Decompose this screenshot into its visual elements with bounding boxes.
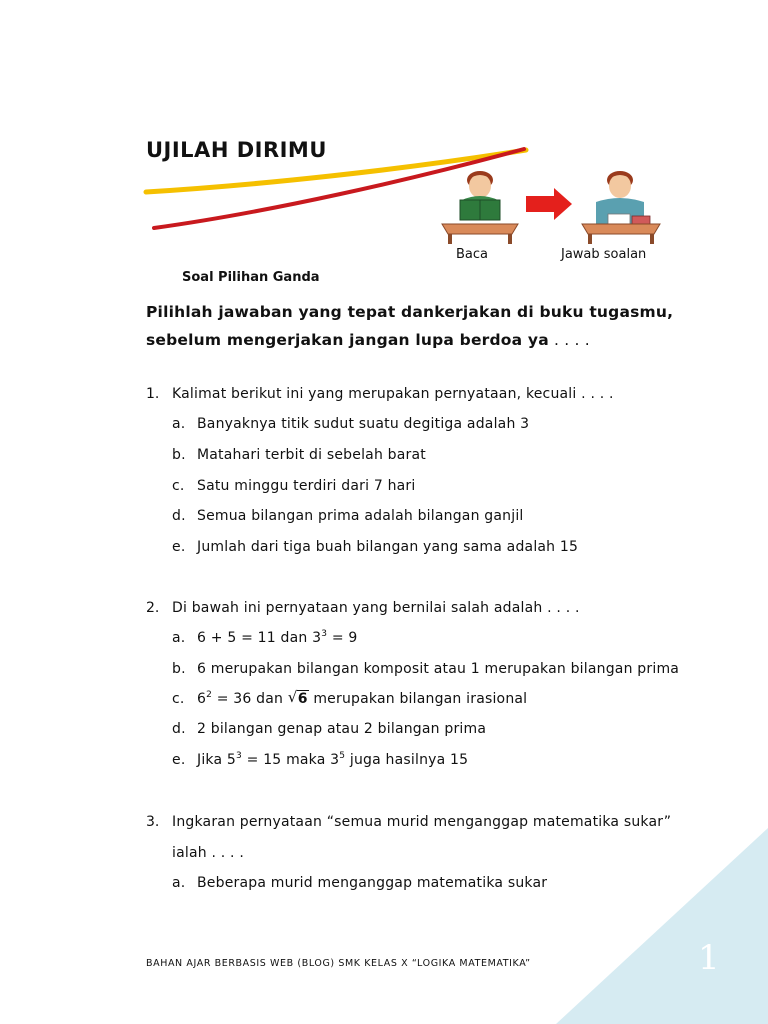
- question-2-option-a: [172, 630, 358, 646]
- radical-icon: √: [287, 688, 298, 706]
- option-label: c.: [172, 478, 185, 494]
- question-1-option-b: [172, 447, 426, 463]
- question-3-text-continued: ialah . . . .: [172, 845, 245, 861]
- option-text: Matahari terbit di sebelah barat: [197, 447, 426, 463]
- question-3-option-a: [172, 875, 547, 891]
- option-text: 2 bilangan genap atau 2 bilangan prima: [197, 721, 487, 737]
- arrow-right-icon: [524, 186, 574, 222]
- question-1-option-c: [172, 478, 415, 494]
- option-superscript-2: 5: [339, 751, 346, 761]
- question-1-option-a: [172, 416, 529, 432]
- corner-triangle-decoration: [556, 828, 768, 1024]
- question-3-number: 3.: [146, 814, 160, 830]
- footer-text: BAHAN AJAR BERBASIS WEB (BLOG) SMK KELAS X “LOGIKA MATEMATIKA”: [146, 958, 531, 969]
- question-1-number: 1.: [146, 386, 160, 402]
- square-root-symbol: [287, 688, 309, 707]
- page-number: 1: [698, 938, 720, 978]
- option-text: Semua bilangan prima adalah bilangan ganjil: [197, 508, 524, 524]
- option-text-post: = 9: [327, 630, 358, 646]
- question-3-text: Ingkaran pernyataan “semua murid menganggap matematika sukar”: [172, 814, 672, 830]
- question-2-option-d: [172, 721, 486, 737]
- instruction-line-2: [146, 331, 590, 349]
- question-2-text: Di bawah ini pernyataan yang bernilai salah adalah . . . .: [172, 600, 580, 616]
- answering-boy-illustration: [580, 168, 662, 244]
- option-text-post: juga hasilnya 15: [345, 752, 469, 768]
- instruction-line-1: Pilihlah jawaban yang tepat dankerjakan di buku tugasmu,: [146, 303, 674, 321]
- option-label: a.: [172, 630, 186, 646]
- question-2-number: 2.: [146, 600, 160, 616]
- option-text: Beberapa murid menganggap matematika sukar: [197, 875, 548, 891]
- option-label: e.: [172, 752, 186, 768]
- option-label: b.: [172, 447, 186, 463]
- instruction-line-2-tail: . . . .: [548, 331, 590, 349]
- option-text: Jumlah dari tiga buah bilangan yang sama adalah 15: [197, 539, 579, 555]
- instruction-line-2-text: sebelum mengerjakan jangan lupa berdoa ya: [146, 331, 549, 349]
- option-text: Satu minggu terdiri dari 7 hari: [197, 478, 416, 494]
- question-1-text: Kalimat berikut ini yang merupakan pernyataan, kecuali . . . .: [172, 386, 614, 402]
- question-1-option-d: [172, 508, 524, 524]
- option-text-pre: 6: [197, 691, 207, 707]
- option-text-pre: 6 + 5 = 11 dan 3: [197, 630, 322, 646]
- option-superscript: 3: [321, 629, 328, 639]
- question-2-option-b: [172, 661, 679, 677]
- option-text-mid: = 36 dan: [212, 691, 288, 707]
- option-label: a.: [172, 416, 186, 432]
- option-label: e.: [172, 539, 186, 555]
- option-label: b.: [172, 661, 186, 677]
- page-title: UJILAH DIRIMU: [146, 138, 327, 162]
- question-2-option-c: [172, 688, 528, 707]
- option-label: d.: [172, 508, 186, 524]
- question-1-option-e: [172, 539, 578, 555]
- option-label: c.: [172, 691, 185, 707]
- reading-boy-illustration: [440, 168, 520, 244]
- square-root-argument: 6: [297, 691, 308, 707]
- option-label: a.: [172, 875, 186, 891]
- option-text-pre: Jika 5: [197, 752, 237, 768]
- option-superscript: 2: [206, 690, 213, 700]
- read-caption: Baca: [456, 247, 488, 262]
- option-label: d.: [172, 721, 186, 737]
- option-text-post: merupakan bilangan irasional: [308, 691, 528, 707]
- option-text: 6 merupakan bilangan komposit atau 1 merupakan bilangan prima: [197, 661, 680, 677]
- option-text: Banyaknya titik sudut suatu degitiga adalah 3: [197, 416, 530, 432]
- answer-caption: Jawab soalan: [561, 247, 647, 262]
- option-superscript: 3: [236, 751, 242, 761]
- option-text-mid: = 15 maka 3: [241, 752, 340, 768]
- question-2-option-e: [172, 752, 468, 768]
- section-subtitle: Soal Pilihan Ganda: [182, 270, 320, 285]
